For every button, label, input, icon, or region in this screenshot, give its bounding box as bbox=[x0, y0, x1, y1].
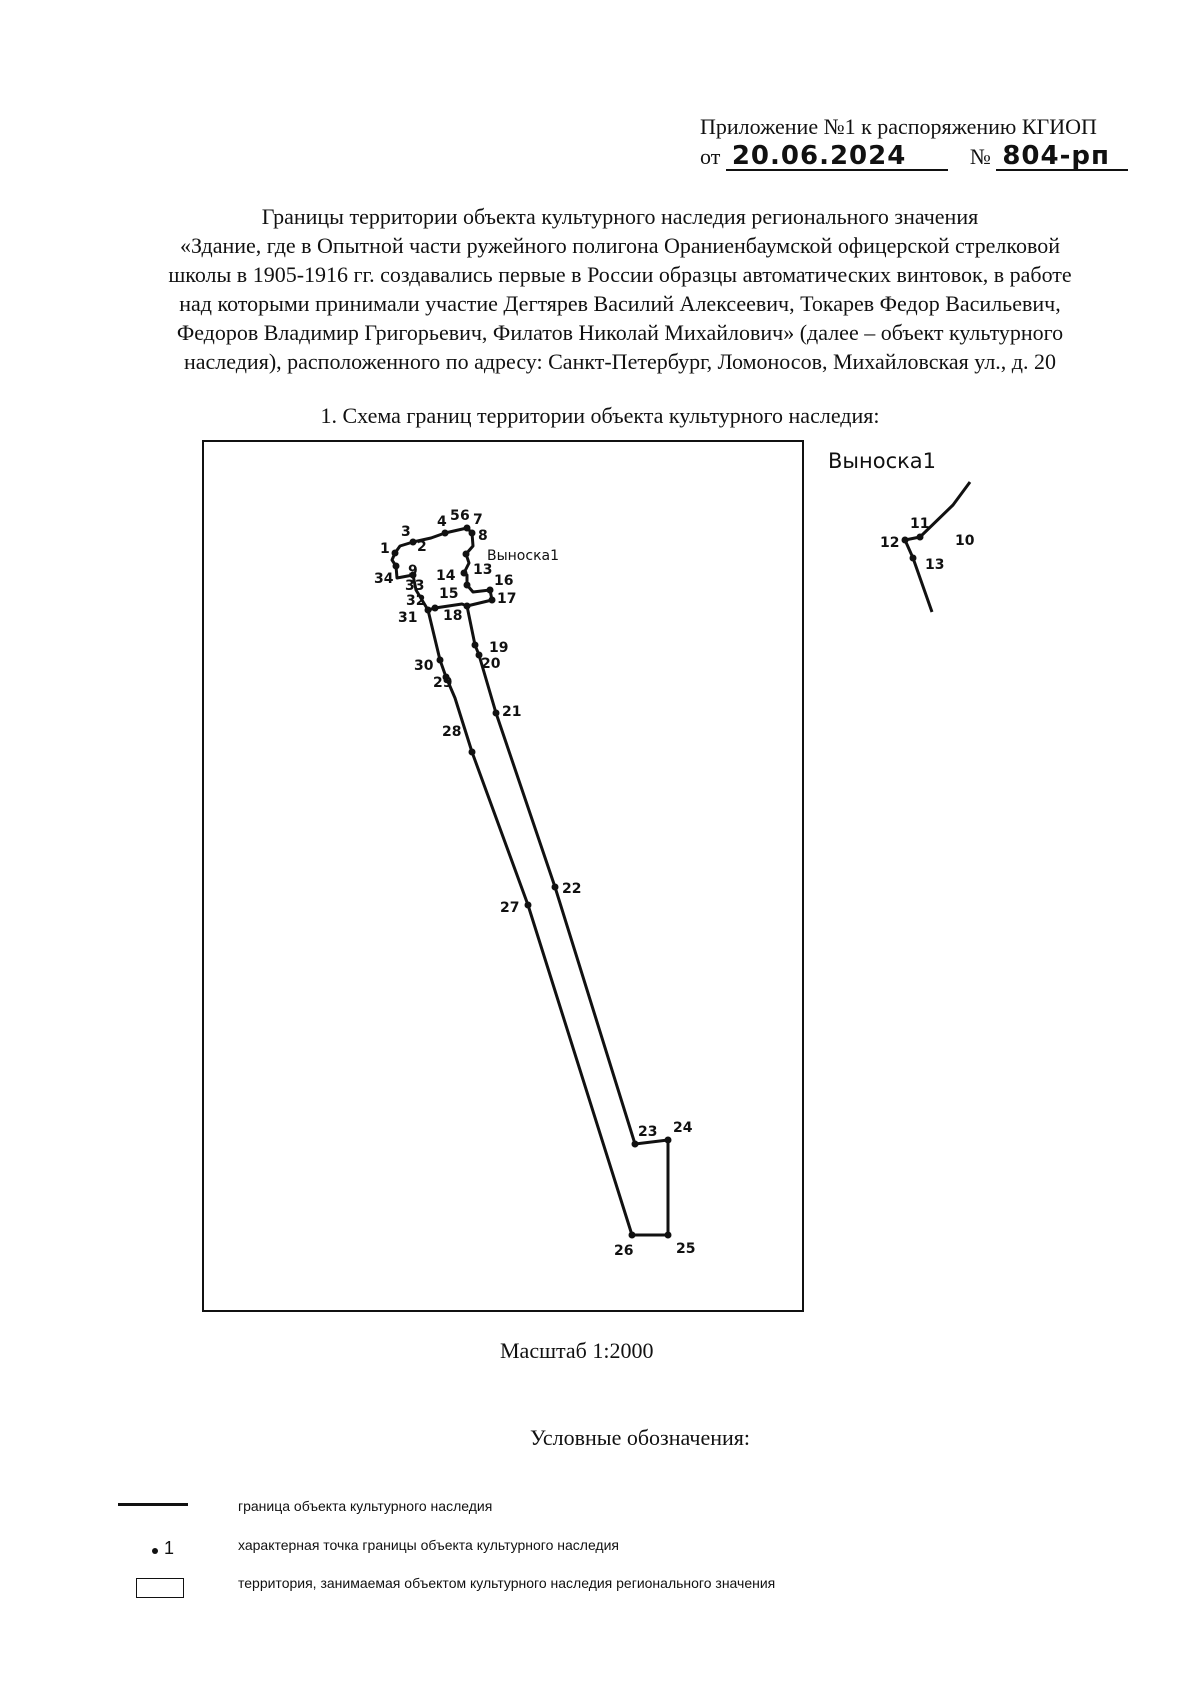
legend-text: территория, занимаемая объектом культурного наследия регионального значения bbox=[238, 1575, 776, 1591]
boundary-point bbox=[902, 537, 909, 544]
point-label-19: 19 bbox=[489, 640, 509, 656]
boundary-point bbox=[910, 555, 917, 562]
point-label-7: 7 bbox=[473, 512, 483, 528]
boundary-point bbox=[425, 607, 432, 614]
boundary-point bbox=[437, 657, 444, 664]
boundary-point bbox=[487, 587, 494, 594]
point-label-23: 23 bbox=[638, 1124, 658, 1140]
boundary-point bbox=[525, 902, 532, 909]
boundary-point bbox=[464, 603, 471, 610]
legend-text: характерная точка границы объекта культурного наследия bbox=[238, 1537, 619, 1553]
boundary-point bbox=[432, 605, 439, 612]
boundary-point bbox=[442, 530, 449, 537]
legend-text: граница объекта культурного наследия bbox=[238, 1498, 493, 1514]
point-label-5: 5 bbox=[450, 508, 460, 524]
callout-title: Выноска1 bbox=[828, 449, 937, 473]
title-line: Федоров Владимир Григорьевич, Филатов Николай Михайлович» (далее – объект культурного bbox=[176, 320, 1064, 345]
section-heading: 1. Схема границ территории объекта культурного наследия: bbox=[320, 403, 880, 428]
boundary-point bbox=[463, 551, 470, 558]
point-label-6: 6 bbox=[460, 508, 470, 524]
map-scale: Масштаб 1:2000 bbox=[500, 1338, 654, 1363]
boundary-point bbox=[464, 582, 471, 589]
boundary-point bbox=[464, 525, 471, 532]
title-line: наследия), расположенного по адресу: Санкт-Петербург, Ломоносов, Михайловская ул., д. 20 bbox=[183, 349, 1056, 374]
title-line: Границы территории объекта культурного наследия регионального значения bbox=[261, 204, 979, 229]
point-label-24: 24 bbox=[673, 1120, 693, 1136]
point-labels bbox=[374, 508, 695, 1259]
point-label-22: 22 bbox=[562, 881, 582, 897]
south-boundary-line bbox=[632, 1140, 668, 1235]
inset-reference-label: Выноска1 bbox=[487, 548, 560, 564]
boundary-point bbox=[469, 530, 476, 537]
callout-inset bbox=[828, 449, 975, 612]
legend-item-point bbox=[110, 1532, 1110, 1562]
callout-point-label-11: 11 bbox=[910, 516, 930, 532]
point-label-34: 34 bbox=[374, 571, 394, 587]
boundary-point bbox=[629, 1232, 636, 1239]
boundary-point bbox=[493, 710, 500, 717]
point-label-30: 30 bbox=[414, 658, 434, 674]
boundary-point bbox=[472, 642, 479, 649]
boundary-point bbox=[917, 534, 924, 541]
legend-rect-symbol bbox=[110, 1570, 200, 1600]
legend-line-symbol bbox=[110, 1493, 200, 1523]
boundary-point bbox=[632, 1141, 639, 1148]
point-label-31: 31 bbox=[398, 610, 418, 626]
point-label-13: 13 bbox=[473, 562, 493, 578]
legend-point-number: 1 bbox=[164, 1538, 175, 1558]
point-label-20: 20 bbox=[481, 656, 501, 672]
legend-point-symbol bbox=[110, 1532, 200, 1562]
point-label-21: 21 bbox=[502, 704, 522, 720]
west-boundary-line bbox=[428, 610, 632, 1235]
point-label-18: 18 bbox=[443, 608, 463, 624]
boundary-point bbox=[469, 749, 476, 756]
boundary-point bbox=[489, 597, 496, 604]
callout-point-label-13: 13 bbox=[925, 557, 945, 573]
handwritten-number: 804-рп bbox=[996, 143, 1128, 171]
appendix-line: Приложение №1 к распоряжению КГИОП bbox=[700, 114, 1097, 139]
legend-title: Условные обозначения: bbox=[529, 1425, 751, 1450]
point-label-33: 33 bbox=[405, 578, 425, 594]
point-label-4: 4 bbox=[437, 514, 447, 530]
boundary-point bbox=[392, 550, 399, 557]
number-prefix: № bbox=[969, 144, 991, 169]
point-label-14: 14 bbox=[436, 568, 456, 584]
point-label-28: 28 bbox=[442, 724, 462, 740]
point-label-8: 8 bbox=[478, 528, 488, 544]
point-label-25: 25 bbox=[676, 1241, 696, 1257]
date-prefix: от bbox=[700, 144, 721, 169]
title-line: «Здание, где в Опытной части ружейного полигона Ораниенбаумской офицерской стрелковой bbox=[180, 233, 1060, 258]
boundary-line bbox=[392, 528, 668, 1235]
point-label-1: 1 bbox=[380, 541, 390, 557]
point-label-2: 2 bbox=[417, 539, 427, 555]
handwritten-date: 20.06.2024 bbox=[726, 143, 948, 171]
callout-point-label-10: 10 bbox=[955, 533, 975, 549]
title-line: школы в 1905-1916 гг. создавались первые в России образцы автоматических винтовок, в работе bbox=[168, 262, 1072, 287]
point-label-29: 29 bbox=[433, 675, 453, 691]
callout-point-label-12: 12 bbox=[880, 535, 900, 551]
point-label-26: 26 bbox=[614, 1243, 634, 1259]
point-label-17: 17 bbox=[497, 591, 517, 607]
title-line: над которыми принимали участие Дегтярев Василий Алексеевич, Токарев Федор Васильевич, bbox=[179, 291, 1061, 316]
boundary-point bbox=[665, 1137, 672, 1144]
point-label-3: 3 bbox=[401, 524, 411, 540]
legend-item-territory bbox=[110, 1570, 1110, 1600]
boundary-point bbox=[393, 563, 400, 570]
boundary-point bbox=[665, 1232, 672, 1239]
point-label-15: 15 bbox=[439, 586, 459, 602]
point-label-9: 9 bbox=[408, 563, 418, 579]
boundary-point bbox=[461, 570, 468, 577]
point-label-27: 27 bbox=[500, 900, 520, 916]
legend-item-boundary bbox=[110, 1493, 1110, 1523]
east-boundary-line bbox=[467, 606, 635, 1144]
point-label-32: 32 bbox=[406, 593, 426, 609]
point-label-16: 16 bbox=[494, 573, 514, 589]
boundary-point bbox=[552, 884, 559, 891]
